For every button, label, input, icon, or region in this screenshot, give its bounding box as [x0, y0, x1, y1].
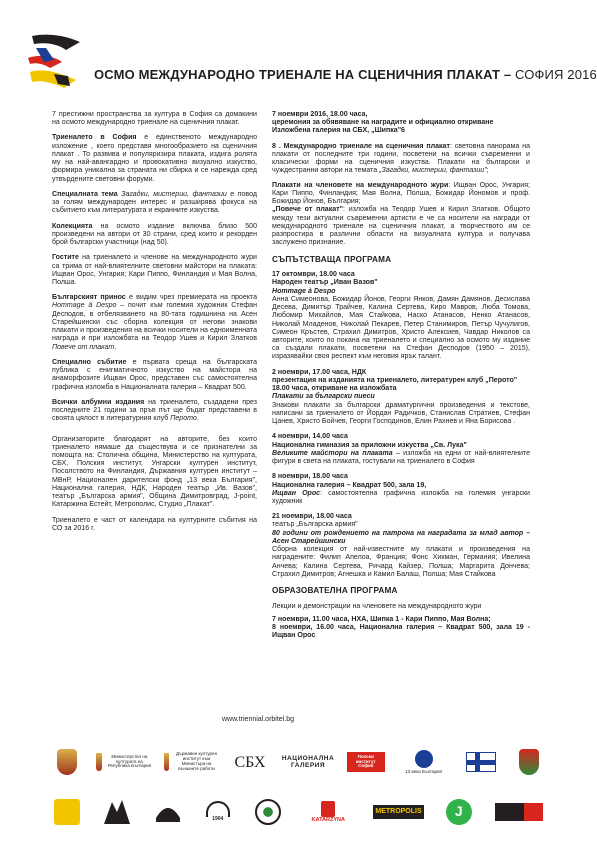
national-gallery-logo: НАЦИОНАЛНА ГАЛЕРИЯ — [281, 754, 335, 769]
theme-paragraph: Специалната тема Загадки, мистерии, фантазии е повод за голям международен интерес и разширява фокуса на събитието към литературата и екранните изкуства. — [52, 190, 257, 215]
left-column — [52, 111, 257, 540]
event-stareyshinski: 21 ноември, 18.00 часа театър „Българска армия" 80 години от рождението на патрона на наградата за млад автор – Асен Старейшински Сборна колекция от най-известните му плакати и произведения на наградените: Филип Апелоа, Франция; Фонс Хикман, Германия; Ивелина Анчева; Калина Сертева, Ричард Кайзер, Полша; Маргарита Дончева; Страхил Димитров; Агнешка и Камил Балаш, Полша; Мая Стайкова — [272, 513, 530, 578]
state-cultural-institute-logo: Държавен културен институт към Министъра на външните работи — [164, 745, 222, 779]
website-link[interactable]: www.triennial.orbitel.bg — [222, 716, 294, 723]
polish-institute-logo: Полски институт София — [347, 745, 385, 779]
event-ndk: 2 ноември, 17.00 часа, НДК презентация на изданията на триеналето, литературен клуб „Перото" 18.00 часа, откриване на изложбата Плакати за български пиеси Знакови плакати за български драматургични произведения и текстове, написани за триеналето от Йордан Радичков, Станислав Стратиев, Стефан Цанев, Христо Бойчев, Георги Господинов, Елин Рахнев и Яна Борисова . — [272, 368, 530, 426]
jury-posters-paragraph: Плакати на членовете на международното жури: Ищван Орос, Унгария; Кари Пиппо, Финландия; Мая Волна, Полша, Божидар Йономов и проф. Божидар Йонов, България; — [272, 181, 530, 206]
theatre-army-logo — [98, 795, 136, 829]
studio-plakat-logo — [490, 795, 548, 829]
education-item: 8 ноември, 16.00 часа, Национална галерия – Квадрат 500, зала 19 - Ищван Орос — [272, 624, 530, 640]
sbh-logo — [231, 745, 269, 779]
event-st-luka: 4 ноември, 14.00 часа Национална гимназия за приложни изкуства „Св. Лука" Великите майстори на плаката – изложба на едни от най-влиятелните фигури в света на плаката, гостували на триеналето в София — [272, 433, 530, 466]
nha-logo — [249, 795, 287, 829]
bulgarian-contribution-paragraph: Българският принос е видим чрез премиерата на проекта Hommage à Despo – почит към големия художник Стефан Десподов, в отбелязването на 80-тата годишнина на Асен Старейшински със сборна колекция от негови знакови плакати и произведения на всички носители на едноименната награда и при изложбата на Теодор Ушев и Кирил Златков Повече от плакат. — [52, 294, 258, 351]
hungarian-institute-logo — [510, 745, 548, 779]
acknowledgements-paragraph: Организаторите благодарят на авторите, без които триеналето нямаше да съществува и се признателни за помощта на: Столична община, Министерство на културата, СБХ, Полския институт, Унгарски културен институт, Посолството на Финландия, Държавния културен институт – МВнР, Национален дарителски фонд „13 века България", Национална галерия, НДК, Народен театър „Ив. Вазов", театър „Българска армия", Община Димитровград, J-point, Катаржина Естейт, Метрополис, Студио „Плакат". — [52, 435, 257, 509]
intro-paragraph: 7 престижни пространства за култура в София са домакини на осмото международно триенале на сценичния плакат. — [52, 111, 257, 127]
triennial-info-paragraph: 8 . Международно триенале на сценичния плакат: световна панорама на плакати от последните три години, посветени на всички съвременни и класически форми на сценичния изкуства. Плакати на български и чуждестранни автори на темата „Загадки, мистерии, фантазии"; — [272, 142, 530, 175]
bulgarian-fund-logo: 13 века България — [395, 745, 453, 779]
j-point-logo: J — [440, 795, 478, 829]
sponsor-logos-row-2 — [48, 794, 548, 830]
guests-paragraph: Гостите на триеналето и членове на международното жури са трима от най-влиятелните световни майстори на плаката: Ищван Орос, Унгария; Кари Пиппо, Финландия и Мая Волна, Полша. — [52, 254, 257, 286]
ndk-logo — [149, 795, 187, 829]
sponsor-logos-row-1 — [48, 742, 548, 782]
education-item: 7 ноември, 11.00 часа, НХА, Шипка 1 - Кари Пиппо, Мая Волна; — [272, 615, 491, 623]
education-intro: Лекции и демонстрации на членовете на международното жури — [272, 602, 482, 610]
triennial-paragraph: Триеналето в София е единственото международно изложение , което представя многообразието на сценичния плакат . То развива и популяризира плаката, издига ролята му на най-авангардно и провокативно визуално изкуство, формира уникална за страната ни сбирка и се нарежда сред утвърдените световни форуми. — [52, 134, 257, 183]
more-than-poster-paragraph: „Повече от плакат": изложба на Теодор Ушев и Кирил Златков. Общото между тези актуални съвременни артисти е че са носители на награди от международното триенале на сценичния плакат, а творчеството им се разпростира в различни области на визуалната култура и получава заслужено признание. — [272, 206, 531, 247]
opening-event: 7 ноември 2016, 18.00 часа, церемония за обявяване на наградите и официално откриване Изложбена галерия на СБХ, „Шипка"6 — [272, 111, 494, 135]
event-oros: 8 ноември, 18.00 часа Национална галерия – Квадрат 500, зала 19, Ищван Орос: самостоятелна графична изложба на големия унгарски художник — [272, 473, 530, 505]
accompanying-program-heading: СЪПЪТСТВАЩА ПРОГРАМА — [272, 254, 392, 264]
education-program-heading: ОБРАЗОВАТЕЛНА ПРОГРАМА — [272, 586, 398, 596]
sofia-municipality-logo — [48, 745, 86, 779]
event-hommage: 17 октомври, 18.00 часа Народен театър „Иван Вазов" Hommage à Despo Анна Симеонова, Божидар Йонов, Георги Янков, Дамян Дамянов, Десислава Десева, Димитър Трайчев, Калина Сертева, Киро Мавров, Люба Томова, Любомир Михайлов, Мая Стайкова, Наско Атанасов, Ненко Атанасов, Николай Младенов, Николай Пекарев, Петер Станимиров, Петър Чучулигов, Симеон Кръстев, Страхил Димитров, Христо Алексиев, Чавдар Николов са авторите, които по покана на триеналето и специално за осмото му издание са създали плакати, посветени на Стефан Десподов (1950 – 2015), изразявайки своя респект към неговия ярък талант. — [272, 271, 530, 361]
katarzyna-logo: KATARZYNA — [299, 795, 357, 829]
page-title: ОСМО МЕЖДУНАРОДНО ТРИЕНАЛЕ НА СЦЕНИЧНИЯ ПЛАКАТ – СОФИЯ 2016 — [94, 67, 597, 82]
triennial-logo-icon — [24, 32, 84, 92]
right-column — [272, 111, 530, 641]
album-editions-paragraph: Всички албумни издания на триеналето, създадени през последните 21 години за пръв път ще бъдат представени в своята цялост в литературния клуб Перото. — [52, 398, 257, 423]
ministry-culture-logo: Министерство на културата на Република България — [96, 745, 154, 779]
special-event-paragraph: Специално събитие е първата среща на българската публика с енигматичното изкуство на майстора на анаморфозите Ищван Орос, представен със самостоятелна графична изложба в Националната галерия – Квадрат 500. — [52, 358, 257, 391]
finland-embassy-logo — [462, 745, 500, 779]
calendar-paragraph: Триеналето е част от календара на културните събития на СО за 2016 г. — [52, 516, 257, 532]
metropolis-logo: METROPOLIS — [370, 795, 428, 829]
svg-text:СБХ: СБХ — [234, 754, 266, 771]
collection-paragraph: Колекцията на осмото издание включва близо 500 произведени на автори от 30 страни, сред които и рекорден брой български участници (над 50). — [52, 222, 257, 247]
dimitrovgrad-logo — [48, 795, 86, 829]
national-theatre-logo: 1904 — [199, 795, 237, 829]
